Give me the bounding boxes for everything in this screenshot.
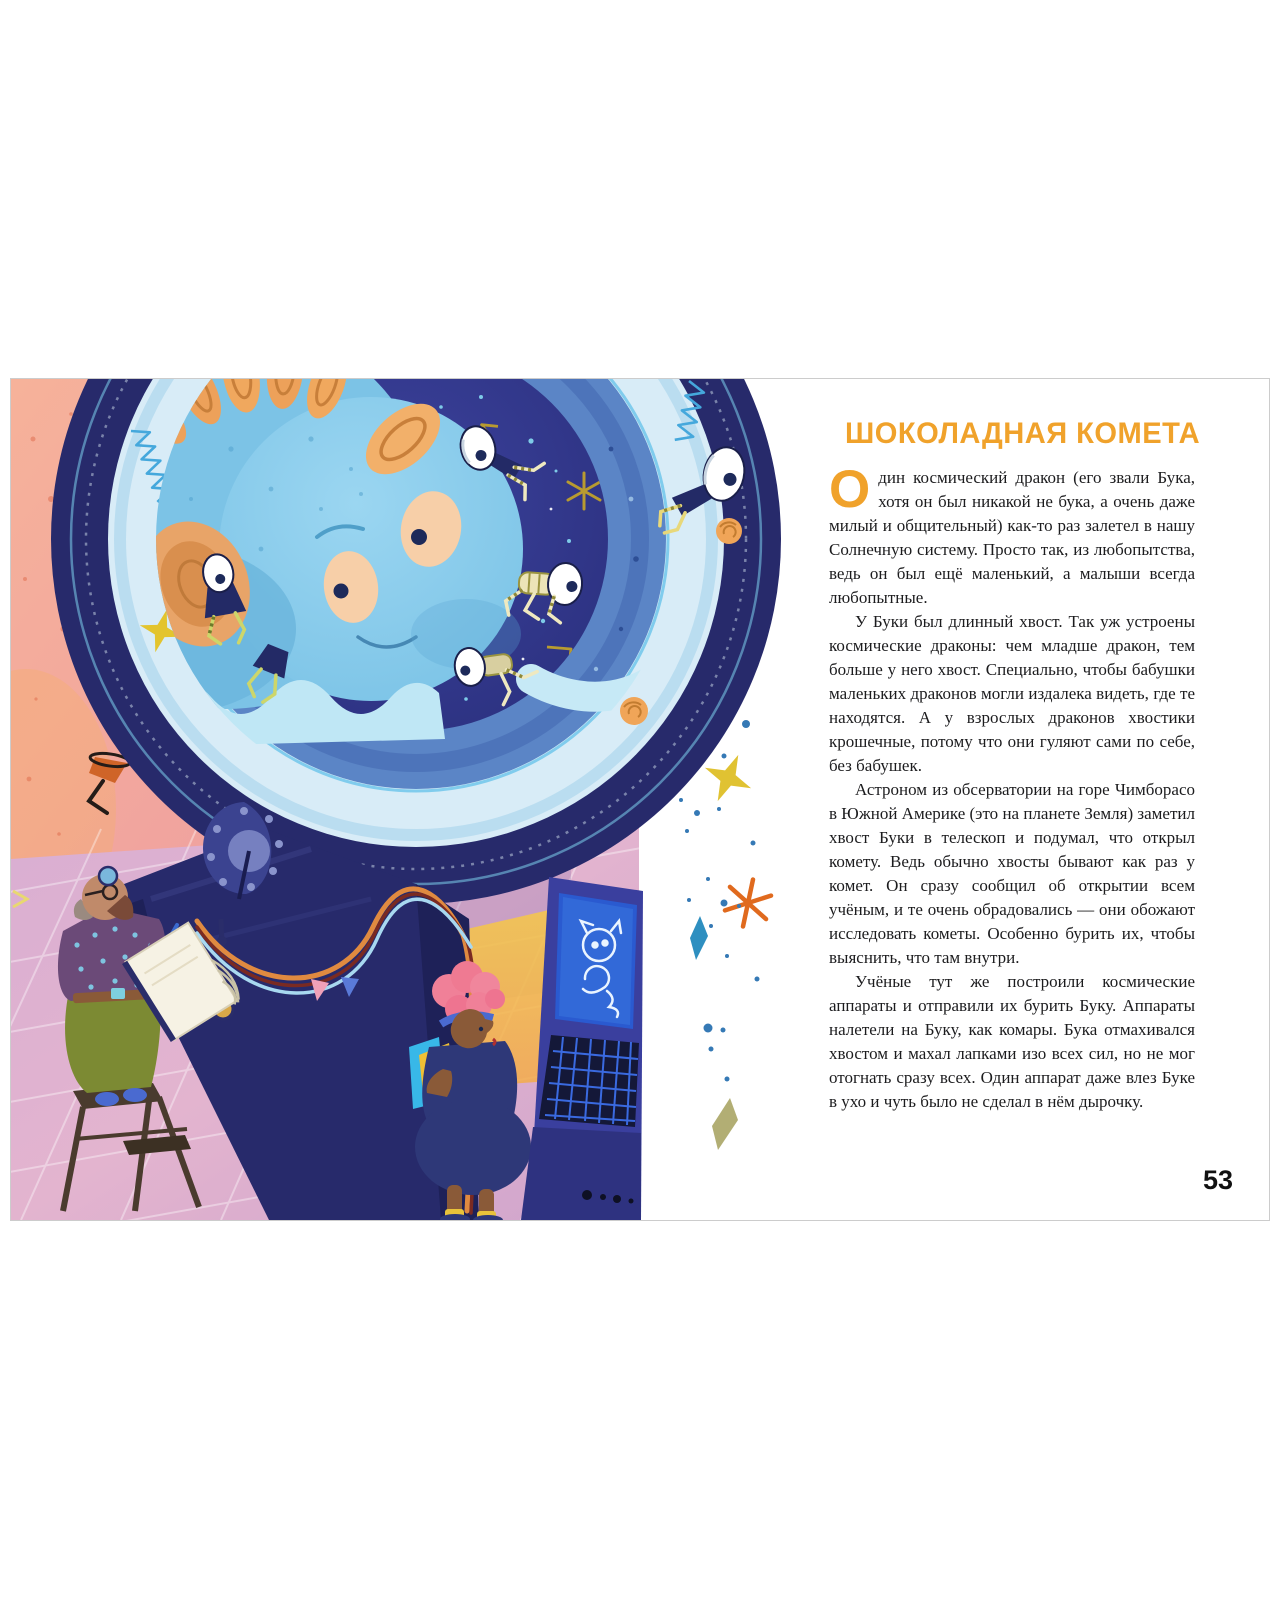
olive-diamond xyxy=(712,1098,738,1150)
story-paragraph: У Буки был длинный хвост. Так уж устроены космические драконы: чем младше дракон, тем больше у него хвост. Специально, чтобы бабушки маленьких драконов могли издалека видеть, где те находятся. А у взрослых драконов хвостики крошечные, потому что они гуляют сами по себе, без бабушек. xyxy=(829,612,1195,775)
page-number: 53 xyxy=(1202,1165,1233,1195)
story-title: ШОКОЛАДНАЯ КОМЕТА xyxy=(845,417,1201,450)
story-column xyxy=(829,417,1201,1114)
blue-diamond xyxy=(690,916,708,960)
eye-lens xyxy=(99,867,117,885)
assistant-shorts xyxy=(415,1099,531,1195)
story-paragraph: Учёные тут же построили космические аппараты и отправили их бурить Буку. Аппараты налетели на Буку, как комары. Бука отмахивался хвостом и махал лапками изо всех сил, но не мог отогнать сразу всех. Один аппарат даже влез Буке в ухо и чуть было не сделал в нём дырочку. xyxy=(829,972,1195,1111)
story-paragraph: Астроном из обсерватории на горе Чимборасо в Южной Америке (это на планете Земля) заметил хвост Буки в телескоп и подумал, что открыл комету. Ведь обычно хвосты бывают как раз у комет. Он сразу сообщил об открытии всем учёным, и те очень обрадовались — они обожают исследовать кометы. Особенно бурить их, чтобы выяснить, что там внутри. xyxy=(829,780,1195,967)
paragraph-text: дин космический дракон (его звали Бука, хотя он был никакой не бука, а очень даже милый и общительный) как-то раз залетел в нашу Солнечную систему. Просто так, из любопытства, ведь он был ещё маленький, а малыши всегда любопытные. xyxy=(829,468,1195,607)
orange-asterisk xyxy=(722,875,773,931)
terminal-keyboard xyxy=(539,1035,639,1127)
story-paragraph xyxy=(829,460,1195,610)
drop-cap: О xyxy=(829,460,871,519)
right-page-decorations xyxy=(679,720,774,1150)
book-spread xyxy=(10,378,1270,1221)
